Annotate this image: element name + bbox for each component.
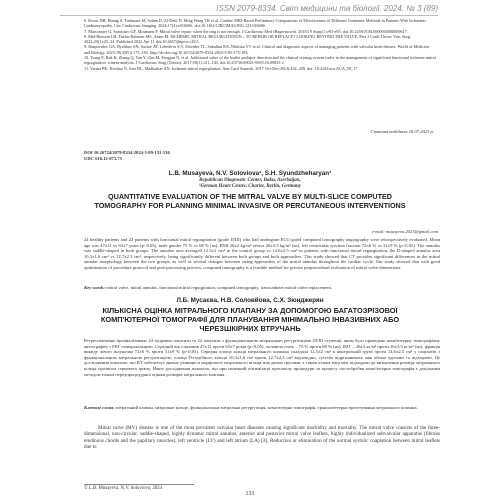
- reference-item: 6. Kwon DH, Huang S, Turkmani M, Salam D, Al-Dabi D, Ming Wang TK et al. Cardiac MRI-Based Preliminary Comparisons of Effectiveness of Different Treatment Methods in Patients With Ischaemic Cardiomyopathy. Circ Cardiovasc Imaging. 2024;17(4):e016066. doi:10.1161/CIRCIMAGING.123.016066.: [84, 18, 427, 29]
- keywords-ukrainian: [84, 405, 440, 411]
- keywords-text: мітральний клапан, мітральне кільце, функціональна мітральна регургітація, комп'ютерна томографія, транскатетерна протезування мітрального клапана.: [115, 405, 418, 410]
- keywords-label: Key words:: [84, 285, 106, 290]
- authors-english: L.B. Musayeva, N.V. Soloviova¹, S.H. Syundzheharyan¹: [168, 170, 332, 177]
- copyright-notice: © L.B. Musayeva, N.V. Soloviova, 2024: [84, 486, 163, 491]
- page-number: 131: [245, 491, 255, 497]
- keywords-english: [84, 285, 440, 291]
- keywords-label: Ключові слова:: [84, 405, 115, 410]
- reference-list: [84, 18, 436, 71]
- abstract-english: 24 healthy patients and 22 patients with functional mitral regurgitation (grade II/III) who had undergone ECG-gated computed tomography angiography were retrospectively evaluated. Mean age was 47±11 vs 63±7 years (p<0.05), male gender 75 % vs 68 % (ns), BMI 26±2 kg/m² versus 26±3.5 kg/m² (ns), left ventricular ejection fraction 72±6 % vs 31±9 % (p<0.05). The annulus was saddle-shaped in both groups. The annulus area averaged 12.5±2 cm² in the control group vs 14.6±2.5 cm² in patients with functional mitral regurgitation, the D-shaped annulus area 10.3±1.6 cm² vs 12.7±2.3 cm², respectively, being significantly different between both groups and both approaches. This study showed that CT provides significant differences in the mitral annular morphology between the two groups, as well as several changes between sizing approaches of the mitral annulus throughout the cardiac cycle. Our study showed that with good optimization of procedure protocol and post-processing process, computed tomography is a feasible method for precise preprocedural evaluation of mitral valve dimensions.: [84, 237, 440, 270]
- affiliations-english: [0, 178, 500, 190]
- reference-item: 11. Varma PK, Krishna N, Jose RL, Madkaikar AN. Ischemic mitral regurgitation. Ann Card Anaesth. 2017 Oct-Dec;20(4):432–439. doi: 10.4103/aca.ACA_58_17: [84, 65, 358, 71]
- reference-item: 8. Mal-Hussein LH, Fazlur-Rahman MS, Azam M. ISCHEMIC MITRAL REGURGITATION – TO REPAIR OR REPLACE? LOOKING BEYOND THE VALVE. Part 2 Cardi Therac Vasc Surg. 2022;29(1):25–34. Published 2022 Apr 11 doi:10.4657/jbtpcsr.v29.5: [84, 33, 411, 45]
- doi: DOI 10.26724/2079-8334-2024-3-89-131-136: [84, 150, 170, 155]
- authors-ukrainian: Л.Б. Мусаєва, Н.В. Соловйова, С.Х. Зюнджерян: [176, 297, 324, 304]
- udc: UDC 616.12-073.75: [84, 155, 122, 161]
- running-header: ISSN 2079-8334. Світ медицини та біології. 2024. № 3 (89): [216, 4, 438, 13]
- reference-item: 9. Shapovalov GA, Ryzhkov SN, Suslov AV, Lebedeva S.V, Shreider TL, Sakulina EA, Nikitina VV et al. Clinical and diagnostic aspects of managing patients with valvular heart disease. World of Medicine and Biology. 2023;19(3(85)):175–183. http://dx.doi.org/10.26724/2079-8334-2023-3-85-175-183.: [84, 44, 430, 55]
- keywords-text: mitral valve, mitral annulus, functional mitral regurgitation, computed tomography, transcatheter mitral valve replacement.: [106, 285, 333, 290]
- title-english: QUANTITATIVE EVALUATION OF THE MITRAL VALVE BY MULTI-SLICE COMPUTED TOMOGRAPHY FOR PLANNING MINIMAL INVASIVE OR PERCUTANEOUS INTERVENTIONS: [94, 192, 406, 210]
- title-ukrainian: КІЛЬКІСНА ОЦІНКА МІТРАЛЬНОГО КЛАПАНУ ЗА ДОПОМОГОЮ БАГАТОЗРІЗОВОЇ КОМП'ЮТЕРНОЇ ТОМОГРАФІЇ ДЛЯ ПЛАНУВАННЯ МІНІМАЛЬНО ІНВАЗИВНИХ АБО ЧЕРЕЗШКІРНИХ ВТРУЧАНЬ: [100, 306, 400, 334]
- reference-item: 10. Tsang E, Rak K, Zhang Q, Yan Y, Chu M, Fengjun N, et al. Additional value of the leaflet prolapse direction and the clinical scoring system index in the management of significant functional ischemic mitral regurgitation: a meta-analysis. J Cardiovasc Surg (Torino). 2017;58(1):121–130. doi:10.23736/S0021-9509.16.09833-2: [84, 55, 436, 66]
- footnote-divider: [84, 484, 194, 485]
- received-date: Стаття надійшла 18.07.2023 р.: [370, 129, 434, 134]
- body-paragraph: Mitral valve (MV) disease is one of the most prevalent valvular heart diseases causing significant morbidity and mortality. The mitral valve consists of the three-dimensional, non-circular, saddle-shaped, highly dynamic mitral annulus, anterior and posterior mitral valve leaflets, highly individualized subvalvular apparatus (fibrous tendinous chords and the papillary muscles), left ventricle (LV) and left atrium (LA) [3]. Reduction or elimination of the normal systolic coaptation between mitral leaflets due to: [84, 425, 440, 451]
- reference-item: 7. Maisonnier G, Sarracino GF, Mosmann F. Mitral valve repair: when the ring is not enough. J Cardiovasc Med (Hagerstown). 2018;19 Suppl 1:e93-e95. doi:10.2459/JCM.0000000000000617.: [84, 28, 408, 34]
- abstract-ukrainian: Ретроспективно проаналізовано 24 здорових пацієнти та 22 пацієнти з функціональною мітральною регургітацією (II/III ступеня), яким було проведено комп'ютерну томографічну ангіографію з ЕКГ-синхронізацією. Середній вік становив 47±11 проти 63±7 років (р<0,05), чоловіча стать – 75 % проти 68 % (нз), ІМТ – 26±2 кг/м² проти 26±3,5 кг/м² (нз), фракція викиду лівого шлуночка 72±6 % проти 31±9 % (р<0,05). Середня площа кільця мітрального клапана складала 12,5±2 см² в контрольній групі проти 14,6±2,5 см² у пацієнтів з функціональною мітральною регургітацією, площа D-подібного кільця 10,3±1,6 см² проти 12,7±2,3 см² відповідно, суттєво відрізняючись між обома групами та підходами. Це дослідження показало, що КТ забезпечує значну різницю в морфології мітрального кільця між двома групами, а також кілька змін між підходами до визначення розміру мітрального кільця протягом серцевого циклу. Наше дослідження показало, що при належній оптимізації протоколу процедури та процесу постобробки комп'ютерна томографія є доцільним методом точної передпроцедурної оцінки розмірів мітрального клапана.: [84, 338, 440, 377]
- header-divider: [60, 15, 438, 16]
- affiliation-1: Republican Diagnostic Center, Baku, Azerbaijan,: [199, 178, 301, 183]
- author-email: e-mail: musayeva.2023@gmail.com: [371, 229, 438, 234]
- affiliation-2: ¹German Heart Centre, Charite, Berlin, Germany: [198, 184, 302, 190]
- article-meta: [84, 150, 170, 162]
